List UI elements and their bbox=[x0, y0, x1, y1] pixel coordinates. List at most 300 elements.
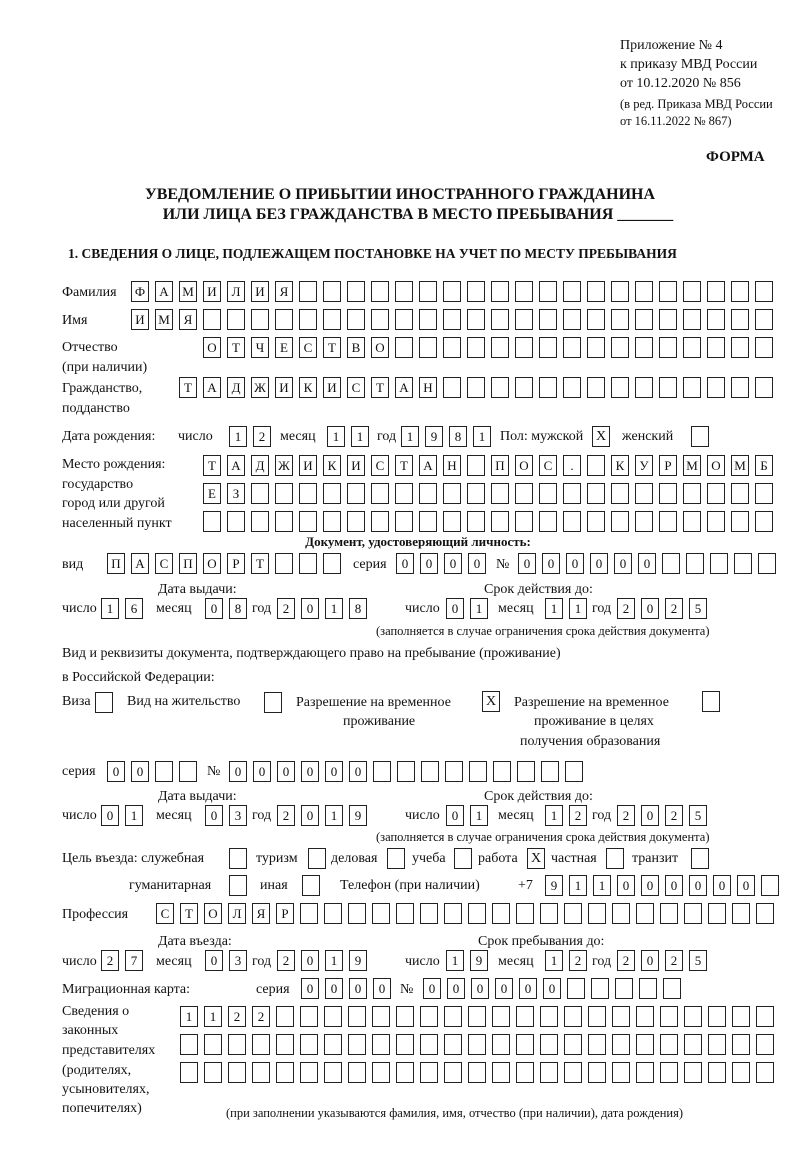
char-box[interactable] bbox=[419, 511, 437, 532]
char-box[interactable]: 0 bbox=[590, 553, 608, 574]
char-box[interactable] bbox=[443, 337, 461, 358]
char-box[interactable]: Р bbox=[659, 455, 677, 476]
char-box[interactable] bbox=[686, 553, 704, 574]
char-box[interactable]: 1 bbox=[545, 805, 563, 826]
char-box[interactable] bbox=[731, 281, 749, 302]
char-box[interactable] bbox=[491, 309, 509, 330]
char-box[interactable]: 7 bbox=[125, 950, 143, 971]
char-box[interactable] bbox=[563, 483, 581, 504]
char-box[interactable]: И bbox=[323, 377, 341, 398]
char-box[interactable] bbox=[564, 1006, 582, 1027]
char-box[interactable]: 1 bbox=[125, 805, 143, 826]
temporary-residence-checkbox[interactable]: X bbox=[482, 691, 500, 712]
char-box[interactable] bbox=[228, 1062, 246, 1083]
char-box[interactable]: 1 bbox=[545, 950, 563, 971]
char-box[interactable]: С bbox=[347, 377, 365, 398]
char-box[interactable] bbox=[563, 309, 581, 330]
char-box[interactable]: 0 bbox=[617, 875, 635, 896]
char-box[interactable] bbox=[323, 511, 341, 532]
char-box[interactable]: 1 bbox=[473, 426, 491, 447]
char-box[interactable]: . bbox=[563, 455, 581, 476]
char-box[interactable]: 2 bbox=[665, 950, 683, 971]
char-box[interactable] bbox=[516, 903, 534, 924]
char-box[interactable] bbox=[299, 309, 317, 330]
char-box[interactable]: О bbox=[371, 337, 389, 358]
char-box[interactable] bbox=[252, 1062, 270, 1083]
char-box[interactable] bbox=[539, 511, 557, 532]
char-box[interactable] bbox=[659, 309, 677, 330]
char-box[interactable] bbox=[660, 1062, 678, 1083]
char-box[interactable] bbox=[684, 1062, 702, 1083]
char-box[interactable]: О bbox=[204, 903, 222, 924]
char-box[interactable]: 2 bbox=[569, 805, 587, 826]
purpose-work-checkbox[interactable]: X bbox=[527, 848, 545, 869]
char-box[interactable] bbox=[468, 903, 486, 924]
char-box[interactable]: И bbox=[203, 281, 221, 302]
sex-female-checkbox[interactable] bbox=[691, 426, 709, 447]
char-box[interactable]: 2 bbox=[617, 805, 635, 826]
char-box[interactable] bbox=[276, 1006, 294, 1027]
char-box[interactable]: Л bbox=[227, 281, 245, 302]
char-box[interactable] bbox=[567, 978, 585, 999]
char-box[interactable] bbox=[300, 1034, 318, 1055]
char-box[interactable]: Т bbox=[203, 455, 221, 476]
char-box[interactable]: 0 bbox=[373, 978, 391, 999]
char-box[interactable] bbox=[732, 1006, 750, 1027]
char-box[interactable] bbox=[372, 1006, 390, 1027]
char-box[interactable] bbox=[731, 337, 749, 358]
char-box[interactable] bbox=[636, 1034, 654, 1055]
char-box[interactable]: С bbox=[299, 337, 317, 358]
char-box[interactable] bbox=[731, 483, 749, 504]
char-box[interactable]: С bbox=[371, 455, 389, 476]
char-box[interactable] bbox=[515, 483, 533, 504]
char-box[interactable] bbox=[371, 511, 389, 532]
char-box[interactable]: С bbox=[539, 455, 557, 476]
char-box[interactable] bbox=[732, 1062, 750, 1083]
char-box[interactable] bbox=[467, 309, 485, 330]
char-box[interactable] bbox=[444, 903, 462, 924]
char-box[interactable] bbox=[395, 511, 413, 532]
char-box[interactable] bbox=[155, 761, 173, 782]
char-box[interactable] bbox=[203, 309, 221, 330]
char-box[interactable] bbox=[324, 1006, 342, 1027]
char-box[interactable]: 2 bbox=[228, 1006, 246, 1027]
char-box[interactable]: И bbox=[131, 309, 149, 330]
char-box[interactable] bbox=[491, 483, 509, 504]
char-box[interactable] bbox=[636, 1006, 654, 1027]
char-box[interactable] bbox=[539, 377, 557, 398]
char-box[interactable] bbox=[492, 1062, 510, 1083]
char-box[interactable] bbox=[635, 309, 653, 330]
char-box[interactable]: 2 bbox=[101, 950, 119, 971]
char-box[interactable]: 0 bbox=[301, 761, 319, 782]
char-box[interactable]: 0 bbox=[447, 978, 465, 999]
char-box[interactable]: И bbox=[275, 377, 293, 398]
char-box[interactable]: Р bbox=[227, 553, 245, 574]
char-box[interactable] bbox=[421, 761, 439, 782]
char-box[interactable] bbox=[515, 281, 533, 302]
char-box[interactable] bbox=[467, 281, 485, 302]
char-box[interactable] bbox=[323, 281, 341, 302]
char-box[interactable]: 1 bbox=[325, 598, 343, 619]
char-box[interactable] bbox=[587, 309, 605, 330]
char-box[interactable] bbox=[204, 1062, 222, 1083]
char-box[interactable] bbox=[180, 1034, 198, 1055]
char-box[interactable]: 2 bbox=[617, 598, 635, 619]
char-box[interactable] bbox=[660, 903, 678, 924]
char-box[interactable] bbox=[517, 761, 535, 782]
char-box[interactable] bbox=[515, 309, 533, 330]
char-box[interactable]: 0 bbox=[641, 805, 659, 826]
char-box[interactable] bbox=[659, 483, 677, 504]
char-box[interactable] bbox=[492, 1006, 510, 1027]
char-box[interactable] bbox=[323, 483, 341, 504]
char-box[interactable] bbox=[445, 761, 463, 782]
char-box[interactable] bbox=[756, 1034, 774, 1055]
char-box[interactable] bbox=[323, 553, 341, 574]
char-box[interactable] bbox=[731, 511, 749, 532]
char-box[interactable] bbox=[372, 1034, 390, 1055]
char-box[interactable] bbox=[467, 483, 485, 504]
char-box[interactable] bbox=[611, 337, 629, 358]
char-box[interactable]: 8 bbox=[349, 598, 367, 619]
char-box[interactable] bbox=[541, 761, 559, 782]
char-box[interactable] bbox=[684, 1006, 702, 1027]
char-box[interactable]: 0 bbox=[446, 805, 464, 826]
char-box[interactable] bbox=[251, 309, 269, 330]
char-box[interactable] bbox=[419, 337, 437, 358]
char-box[interactable] bbox=[708, 1062, 726, 1083]
char-box[interactable]: Е bbox=[275, 337, 293, 358]
char-box[interactable]: Т bbox=[227, 337, 245, 358]
char-box[interactable]: 1 bbox=[325, 805, 343, 826]
char-box[interactable]: 0 bbox=[107, 761, 125, 782]
char-box[interactable]: М bbox=[155, 309, 173, 330]
char-box[interactable] bbox=[420, 1062, 438, 1083]
char-box[interactable] bbox=[300, 1062, 318, 1083]
char-box[interactable] bbox=[467, 511, 485, 532]
char-box[interactable]: 0 bbox=[101, 805, 119, 826]
char-box[interactable]: О bbox=[515, 455, 533, 476]
char-box[interactable]: 2 bbox=[665, 805, 683, 826]
char-box[interactable]: 9 bbox=[349, 950, 367, 971]
char-box[interactable]: 8 bbox=[449, 426, 467, 447]
char-box[interactable] bbox=[516, 1006, 534, 1027]
char-box[interactable] bbox=[539, 483, 557, 504]
char-box[interactable]: 1 bbox=[327, 426, 345, 447]
char-box[interactable]: 9 bbox=[545, 875, 563, 896]
char-box[interactable] bbox=[683, 309, 701, 330]
char-box[interactable]: 0 bbox=[205, 598, 223, 619]
char-box[interactable]: Ж bbox=[275, 455, 293, 476]
char-box[interactable] bbox=[179, 761, 197, 782]
char-box[interactable] bbox=[636, 1062, 654, 1083]
char-box[interactable] bbox=[539, 337, 557, 358]
purpose-tourism-checkbox[interactable] bbox=[308, 848, 326, 869]
char-box[interactable] bbox=[468, 1034, 486, 1055]
char-box[interactable] bbox=[587, 281, 605, 302]
char-box[interactable] bbox=[491, 377, 509, 398]
char-box[interactable]: С bbox=[155, 553, 173, 574]
char-box[interactable]: 0 bbox=[301, 978, 319, 999]
char-box[interactable] bbox=[755, 377, 773, 398]
char-box[interactable] bbox=[347, 483, 365, 504]
char-box[interactable]: 0 bbox=[325, 978, 343, 999]
char-box[interactable]: 2 bbox=[277, 598, 295, 619]
char-box[interactable] bbox=[371, 483, 389, 504]
char-box[interactable]: 2 bbox=[665, 598, 683, 619]
char-box[interactable] bbox=[756, 1006, 774, 1027]
char-box[interactable]: Т bbox=[179, 377, 197, 398]
char-box[interactable] bbox=[683, 483, 701, 504]
char-box[interactable]: С bbox=[156, 903, 174, 924]
char-box[interactable] bbox=[707, 511, 725, 532]
char-box[interactable] bbox=[635, 377, 653, 398]
char-box[interactable]: Я bbox=[275, 281, 293, 302]
char-box[interactable] bbox=[734, 553, 752, 574]
temporary-residence-education-checkbox[interactable] bbox=[702, 691, 720, 712]
char-box[interactable]: 0 bbox=[131, 761, 149, 782]
char-box[interactable]: 2 bbox=[252, 1006, 270, 1027]
char-box[interactable] bbox=[591, 978, 609, 999]
char-box[interactable] bbox=[659, 337, 677, 358]
char-box[interactable]: 0 bbox=[518, 553, 536, 574]
char-box[interactable] bbox=[731, 309, 749, 330]
char-box[interactable]: 1 bbox=[470, 598, 488, 619]
char-box[interactable]: Е bbox=[203, 483, 221, 504]
char-box[interactable] bbox=[275, 553, 293, 574]
char-box[interactable] bbox=[611, 309, 629, 330]
char-box[interactable]: А bbox=[419, 455, 437, 476]
char-box[interactable] bbox=[587, 511, 605, 532]
char-box[interactable] bbox=[444, 1062, 462, 1083]
char-box[interactable]: 0 bbox=[277, 761, 295, 782]
char-box[interactable]: 2 bbox=[277, 805, 295, 826]
char-box[interactable] bbox=[659, 511, 677, 532]
char-box[interactable] bbox=[564, 1034, 582, 1055]
char-box[interactable] bbox=[203, 511, 221, 532]
char-box[interactable] bbox=[540, 1034, 558, 1055]
char-box[interactable]: И bbox=[299, 455, 317, 476]
char-box[interactable] bbox=[636, 903, 654, 924]
char-box[interactable] bbox=[612, 903, 630, 924]
char-box[interactable]: 8 bbox=[229, 598, 247, 619]
char-box[interactable]: 0 bbox=[641, 598, 659, 619]
char-box[interactable] bbox=[275, 309, 293, 330]
char-box[interactable] bbox=[420, 1006, 438, 1027]
char-box[interactable]: 0 bbox=[566, 553, 584, 574]
char-box[interactable]: К bbox=[611, 455, 629, 476]
char-box[interactable] bbox=[755, 281, 773, 302]
char-box[interactable] bbox=[347, 511, 365, 532]
char-box[interactable] bbox=[299, 281, 317, 302]
char-box[interactable] bbox=[539, 309, 557, 330]
char-box[interactable]: Р bbox=[276, 903, 294, 924]
char-box[interactable] bbox=[587, 337, 605, 358]
char-box[interactable] bbox=[251, 483, 269, 504]
char-box[interactable] bbox=[443, 377, 461, 398]
char-box[interactable] bbox=[564, 903, 582, 924]
purpose-official-checkbox[interactable] bbox=[229, 848, 247, 869]
char-box[interactable]: М bbox=[683, 455, 701, 476]
char-box[interactable] bbox=[684, 903, 702, 924]
char-box[interactable] bbox=[348, 1034, 366, 1055]
char-box[interactable]: К bbox=[299, 377, 317, 398]
char-box[interactable]: Л bbox=[228, 903, 246, 924]
char-box[interactable]: 1 bbox=[351, 426, 369, 447]
char-box[interactable] bbox=[204, 1034, 222, 1055]
char-box[interactable]: Ж bbox=[251, 377, 269, 398]
char-box[interactable] bbox=[300, 1006, 318, 1027]
char-box[interactable] bbox=[588, 1006, 606, 1027]
char-box[interactable]: И bbox=[251, 281, 269, 302]
char-box[interactable] bbox=[758, 553, 776, 574]
char-box[interactable]: А bbox=[155, 281, 173, 302]
char-box[interactable]: 0 bbox=[423, 978, 441, 999]
char-box[interactable] bbox=[708, 1034, 726, 1055]
char-box[interactable] bbox=[515, 377, 533, 398]
char-box[interactable] bbox=[347, 309, 365, 330]
char-box[interactable] bbox=[467, 337, 485, 358]
char-box[interactable] bbox=[564, 1062, 582, 1083]
char-box[interactable] bbox=[469, 761, 487, 782]
char-box[interactable] bbox=[275, 511, 293, 532]
char-box[interactable] bbox=[299, 511, 317, 532]
char-box[interactable] bbox=[324, 1034, 342, 1055]
char-box[interactable] bbox=[492, 1034, 510, 1055]
char-box[interactable] bbox=[348, 1062, 366, 1083]
char-box[interactable] bbox=[443, 281, 461, 302]
char-box[interactable]: 0 bbox=[229, 761, 247, 782]
char-box[interactable]: 2 bbox=[253, 426, 271, 447]
char-box[interactable] bbox=[324, 1062, 342, 1083]
char-box[interactable]: 5 bbox=[689, 598, 707, 619]
char-box[interactable]: П bbox=[179, 553, 197, 574]
char-box[interactable] bbox=[587, 483, 605, 504]
char-box[interactable]: 0 bbox=[325, 761, 343, 782]
char-box[interactable] bbox=[443, 309, 461, 330]
char-box[interactable] bbox=[707, 337, 725, 358]
char-box[interactable]: 2 bbox=[617, 950, 635, 971]
char-box[interactable]: 0 bbox=[543, 978, 561, 999]
char-box[interactable] bbox=[396, 1034, 414, 1055]
char-box[interactable] bbox=[323, 309, 341, 330]
char-box[interactable] bbox=[395, 483, 413, 504]
char-box[interactable]: 0 bbox=[495, 978, 513, 999]
char-box[interactable] bbox=[372, 903, 390, 924]
char-box[interactable]: 1 bbox=[229, 426, 247, 447]
char-box[interactable] bbox=[683, 337, 701, 358]
char-box[interactable]: 0 bbox=[205, 805, 223, 826]
char-box[interactable] bbox=[371, 309, 389, 330]
char-box[interactable]: 0 bbox=[446, 598, 464, 619]
char-box[interactable]: Т bbox=[371, 377, 389, 398]
char-box[interactable] bbox=[756, 903, 774, 924]
char-box[interactable] bbox=[684, 1034, 702, 1055]
char-box[interactable]: 2 bbox=[569, 950, 587, 971]
char-box[interactable] bbox=[540, 903, 558, 924]
char-box[interactable]: 0 bbox=[205, 950, 223, 971]
char-box[interactable] bbox=[467, 377, 485, 398]
char-box[interactable] bbox=[468, 1006, 486, 1027]
char-box[interactable] bbox=[395, 281, 413, 302]
char-box[interactable]: В bbox=[347, 337, 365, 358]
char-box[interactable]: 3 bbox=[229, 950, 247, 971]
visa-checkbox[interactable] bbox=[95, 692, 113, 713]
char-box[interactable] bbox=[467, 455, 485, 476]
char-box[interactable]: 1 bbox=[446, 950, 464, 971]
char-box[interactable] bbox=[540, 1006, 558, 1027]
char-box[interactable] bbox=[516, 1034, 534, 1055]
char-box[interactable] bbox=[587, 377, 605, 398]
char-box[interactable] bbox=[443, 483, 461, 504]
char-box[interactable]: 0 bbox=[641, 875, 659, 896]
char-box[interactable] bbox=[710, 553, 728, 574]
purpose-other-checkbox[interactable] bbox=[302, 875, 320, 896]
char-box[interactable] bbox=[324, 903, 342, 924]
char-box[interactable]: 1 bbox=[593, 875, 611, 896]
purpose-business-checkbox[interactable] bbox=[387, 848, 405, 869]
char-box[interactable] bbox=[563, 377, 581, 398]
char-box[interactable]: П bbox=[491, 455, 509, 476]
char-box[interactable] bbox=[755, 309, 773, 330]
char-box[interactable]: 0 bbox=[519, 978, 537, 999]
char-box[interactable] bbox=[635, 337, 653, 358]
char-box[interactable] bbox=[180, 1062, 198, 1083]
char-box[interactable] bbox=[228, 1034, 246, 1055]
char-box[interactable] bbox=[491, 281, 509, 302]
char-box[interactable]: Ч bbox=[251, 337, 269, 358]
char-box[interactable] bbox=[227, 309, 245, 330]
char-box[interactable]: О bbox=[707, 455, 725, 476]
char-box[interactable] bbox=[563, 281, 581, 302]
char-box[interactable] bbox=[420, 1034, 438, 1055]
char-box[interactable] bbox=[395, 309, 413, 330]
char-box[interactable] bbox=[444, 1034, 462, 1055]
char-box[interactable] bbox=[300, 903, 318, 924]
char-box[interactable]: 1 bbox=[470, 805, 488, 826]
char-box[interactable] bbox=[227, 511, 245, 532]
char-box[interactable] bbox=[444, 1006, 462, 1027]
char-box[interactable] bbox=[761, 875, 779, 896]
char-box[interactable]: 0 bbox=[301, 950, 319, 971]
char-box[interactable]: 0 bbox=[349, 978, 367, 999]
char-box[interactable] bbox=[755, 337, 773, 358]
char-box[interactable] bbox=[612, 1062, 630, 1083]
char-box[interactable]: 0 bbox=[444, 553, 462, 574]
char-box[interactable] bbox=[683, 377, 701, 398]
char-box[interactable]: 0 bbox=[301, 598, 319, 619]
char-box[interactable] bbox=[347, 281, 365, 302]
char-box[interactable] bbox=[611, 511, 629, 532]
char-box[interactable] bbox=[731, 377, 749, 398]
char-box[interactable] bbox=[707, 281, 725, 302]
char-box[interactable] bbox=[612, 1034, 630, 1055]
char-box[interactable]: Я bbox=[179, 309, 197, 330]
char-box[interactable] bbox=[348, 1006, 366, 1027]
char-box[interactable]: 1 bbox=[569, 875, 587, 896]
char-box[interactable]: 0 bbox=[468, 553, 486, 574]
char-box[interactable] bbox=[276, 1062, 294, 1083]
char-box[interactable] bbox=[563, 511, 581, 532]
char-box[interactable] bbox=[252, 1034, 270, 1055]
char-box[interactable]: 2 bbox=[277, 950, 295, 971]
char-box[interactable]: П bbox=[107, 553, 125, 574]
char-box[interactable] bbox=[707, 483, 725, 504]
char-box[interactable]: 5 bbox=[689, 950, 707, 971]
char-box[interactable] bbox=[419, 281, 437, 302]
